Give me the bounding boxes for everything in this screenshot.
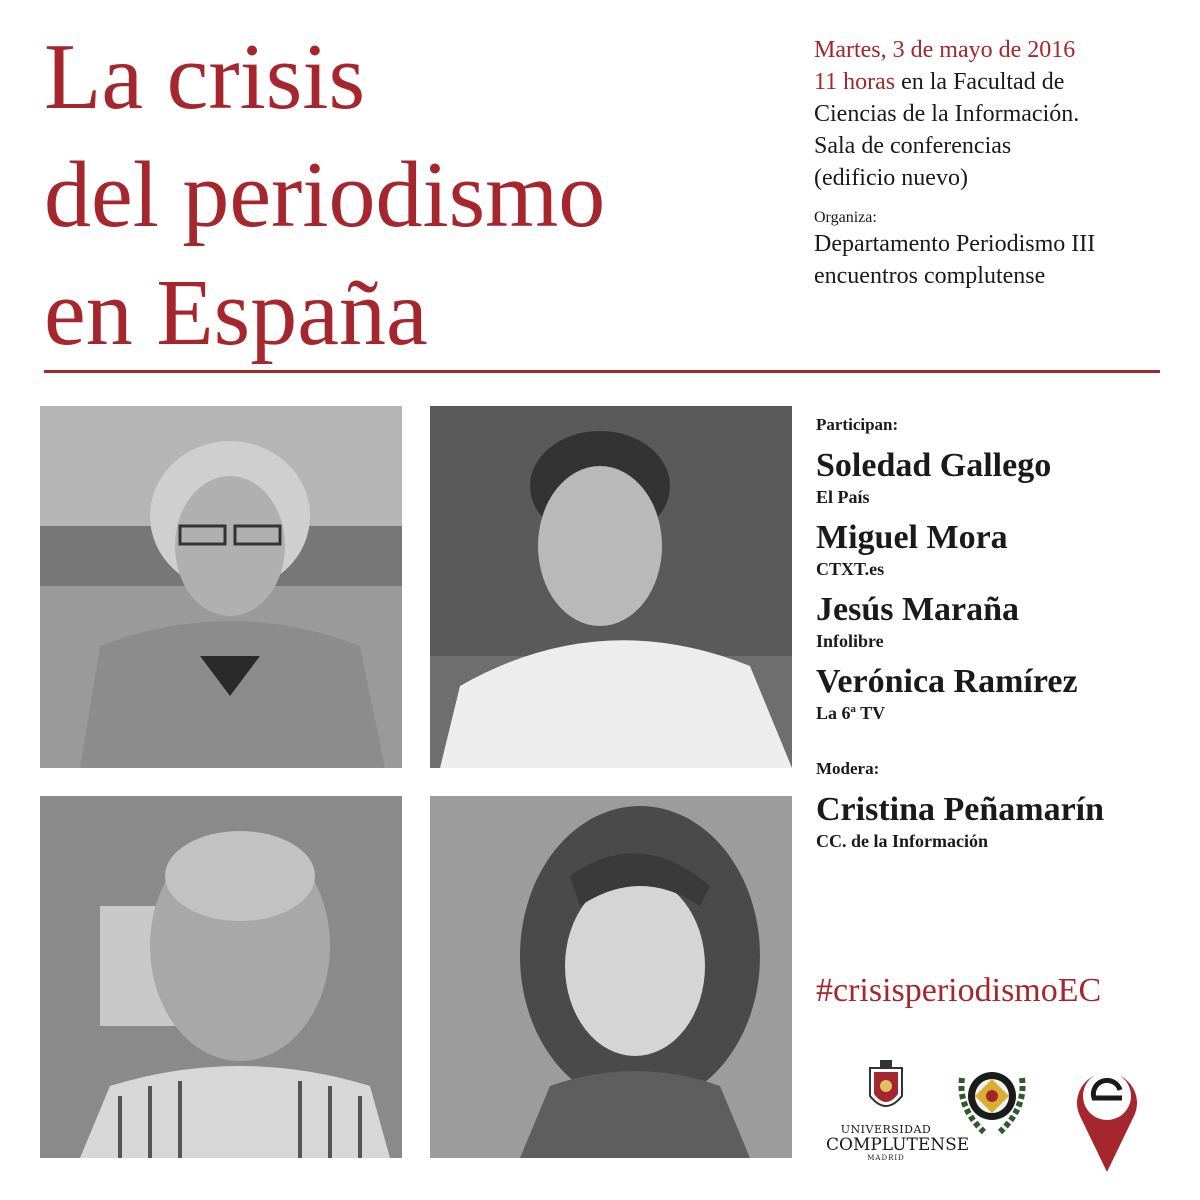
moderator-name: Cristina Peñamarín <box>816 791 1105 828</box>
title-line-1: La crisis <box>44 25 366 129</box>
speaker-org: La 6ª TV <box>816 703 886 723</box>
event-place-1: en la Facultad de <box>895 69 1065 95</box>
ec-location-pin-icon <box>1074 1060 1140 1176</box>
title-divider <box>44 370 1160 373</box>
event-hashtag: #crisisperiodismoEC <box>816 972 1102 1009</box>
portrait-photo-2 <box>430 406 792 768</box>
ucm-name-line-3: MADRID <box>867 1154 905 1162</box>
event-date: Martes, 3 de mayo de 2016 <box>814 37 1076 63</box>
speaker-name: Verónica Ramírez <box>816 663 1078 700</box>
ucm-logo <box>826 1058 970 1176</box>
ucm-name-line-2: COMPLUTENSE <box>826 1135 970 1155</box>
event-place-2: Ciencias de la Información. <box>814 101 1080 127</box>
speaker-name: Soledad Gallego <box>816 447 1052 484</box>
moderator-label: Modera: <box>816 759 880 778</box>
speaker-org: El País <box>816 487 870 507</box>
event-time-place <box>814 66 1184 98</box>
organizer-2: encuentros complutense <box>814 263 1046 289</box>
moderator-org: CC. de la Información <box>816 831 988 851</box>
organizers-label: Organiza: <box>814 209 877 226</box>
title-line-3: en España <box>44 261 428 365</box>
faculty-seal-icon <box>954 1058 1030 1138</box>
title-line-2: del periodismo <box>44 143 606 247</box>
event-info <box>814 34 1184 292</box>
event-time: 11 horas <box>814 69 896 95</box>
portrait-photo-1 <box>40 406 402 768</box>
portrait-photo-4 <box>430 796 792 1158</box>
organizer-1: Departamento Periodismo III <box>814 231 1096 257</box>
speakers-list <box>816 414 1186 852</box>
ucm-name-line-1: UNIVERSIDAD <box>840 1123 932 1136</box>
speaker-org: CTXT.es <box>816 559 885 579</box>
ucm-crest-icon <box>856 1058 916 1120</box>
portrait-photo-3 <box>40 796 402 1158</box>
event-place-3: Sala de conferencias <box>814 133 1012 159</box>
speaker-name: Jesús Maraña <box>816 591 1020 628</box>
event-place-4: (edificio nuevo) <box>814 165 968 191</box>
logo-row <box>816 1058 1176 1178</box>
event-title <box>44 18 764 372</box>
speaker-org: Infolibre <box>816 631 884 651</box>
participants-label: Participan: <box>816 415 899 434</box>
speaker-name: Miguel Mora <box>816 519 1008 556</box>
